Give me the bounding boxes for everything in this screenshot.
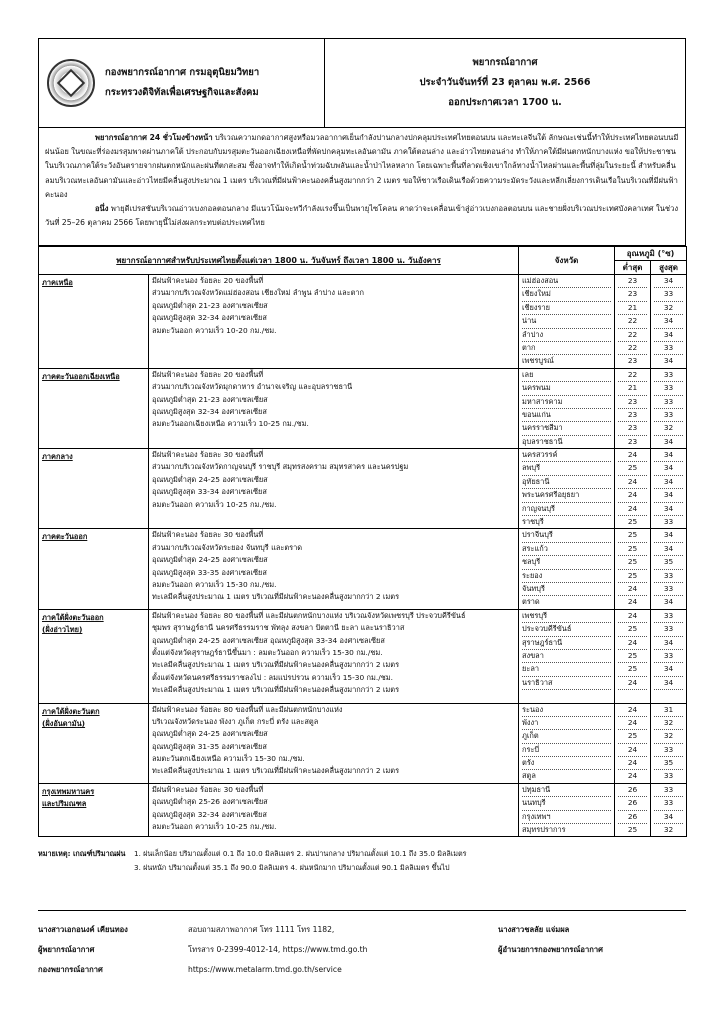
region-detail-line: ส่วนมากบริเวณจังหวัดระยอง จันทบุรี และตราด	[152, 542, 303, 552]
province-name: ตราด	[522, 597, 540, 607]
province-name: สมุทรปราการ	[522, 825, 566, 835]
province-name: สงขลา	[522, 650, 611, 663]
document-header	[38, 38, 686, 128]
narrative-lead-2: อนึ่ง	[95, 204, 109, 214]
region-name	[39, 609, 149, 703]
min-temp: 25	[618, 663, 647, 676]
min-temp: 26	[618, 797, 647, 810]
min-temp: 22	[618, 369, 647, 382]
col-temp-header: อุณหภูมิ (°ซ)	[615, 247, 687, 261]
province-name: มหาสารคาม	[522, 396, 611, 409]
max-temp: 34	[663, 597, 674, 607]
region-details	[149, 703, 519, 783]
min-temp: 23	[618, 396, 647, 409]
director-name: นางสาวชลลัย แจ่มผล	[498, 925, 570, 934]
col-min-header: ต่ำสุด	[615, 261, 651, 275]
narrative-text-2: พายุดีเปรสชันบริเวณอ่าวเบงกอลตอนกลาง มีแนวโน้มจะทวีกำลังแรงขึ้นเป็นพายุไซโคลน คาดว่าจะเคลื่อนเข้าสู่อ่าวเบงกอลตอนบน และชายฝั่งบริเวณประเทศบังคลาเทศ ในช่วงวันที่ 25–26 ตุลาคม 2566 โดยพายุนี้ไม่ส่งผลกระทบต่อประเทศไทย	[45, 204, 679, 228]
min-temp-list	[615, 703, 651, 783]
rain-criteria-note	[38, 847, 686, 875]
max-temp: 34	[654, 529, 683, 542]
max-temp-list	[651, 368, 687, 448]
contact-phone: สอบถามสภาพอากาศ โทร 1111 โทร 1182,	[188, 925, 335, 934]
region-detail-line: อุณหภูมิต่ำสุด 24-25 องศาเซลเซียส	[152, 474, 268, 484]
min-temp-list	[615, 368, 651, 448]
max-temp: 33	[663, 771, 674, 781]
province-name: ลำปาง	[522, 329, 611, 342]
max-temp: 33	[654, 744, 683, 757]
region-name-line: ภาคใต้ฝั่งตะวันตก	[42, 706, 100, 716]
region-detail-line: ทะเลมีคลื่นสูงประมาณ 1 เมตร บริเวณที่มีฝนฟ้าคะนองคลื่นสูงมากกว่า 2 เมตร	[152, 592, 400, 602]
table-title: พยากรณ์อากาศสำหรับประเทศไทยตั้งแต่เวลา 1800 น. วันจันทร์ ถึงเวลา 1800 น. วันอังคาร	[39, 247, 519, 275]
province-name: ลพบุรี	[522, 462, 611, 475]
province-name: ตรัง	[522, 757, 611, 770]
region-name	[39, 783, 149, 837]
min-temp-list	[615, 529, 651, 609]
doc-issue-time: ออกประกาศเวลา 1700 น.	[448, 97, 562, 108]
max-temp-list	[651, 449, 687, 529]
region-detail-line: ตั้งแต่จังหวัดสุราษฎร์ธานีขึ้นมา : ลมตะวันออก ความเร็ว 15-30 กม./ชม.	[152, 647, 383, 657]
max-temp: 33	[654, 583, 683, 596]
min-temp: 25	[618, 570, 647, 583]
province-name: ขอนแก่น	[522, 409, 611, 422]
min-temp: 24	[618, 583, 647, 596]
province-name: ยะลา	[522, 663, 611, 676]
region-detail-line: มีฝนฟ้าคะนอง ร้อยละ 30 ของพื้นที่	[152, 450, 264, 460]
header-left	[39, 39, 325, 127]
max-temp: 35	[654, 556, 683, 569]
max-temp: 33	[654, 650, 683, 663]
province-name: สุราษฎร์ธานี	[522, 637, 611, 650]
region-detail-line: ลมตะวันออก ความเร็ว 10-25 กม./ชม.	[152, 499, 277, 509]
max-temp: 33	[654, 610, 683, 623]
tmd-seal-icon	[47, 59, 95, 107]
max-temp: 33	[663, 517, 674, 527]
province-list	[519, 609, 615, 703]
footer-divider	[38, 910, 686, 911]
max-temp: 33	[654, 409, 683, 422]
region-detail-line: อุณหภูมิสูงสุด 31-35 องศาเซลเซียส	[152, 741, 267, 751]
region-details	[149, 368, 519, 448]
max-temp: 35	[654, 757, 683, 770]
region-detail-line: ชุมพร สุราษฎร์ธานี นครศรีธรรมราช พัทลุง สงขลา ปัตตานี ยะลา และนราธิวาส	[152, 623, 405, 633]
min-temp: 25	[618, 462, 647, 475]
region-detail-line: อุณหภูมิต่ำสุด 21-23 องศาเซลเซียส	[152, 300, 268, 310]
max-temp: 34	[654, 489, 683, 502]
max-temp-list	[651, 783, 687, 837]
col-max-header: สูงสุด	[651, 261, 687, 275]
province-name: ภูเก็ต	[522, 730, 611, 743]
min-temp: 22	[618, 315, 647, 328]
region-details	[149, 609, 519, 703]
region-detail-line: ลมตะวันตกเฉียงเหนือ ความเร็ว 15-30 กม./ชม.	[152, 754, 305, 764]
min-temp: 24	[618, 757, 647, 770]
max-temp: 34	[654, 329, 683, 342]
min-temp: 24	[618, 476, 647, 489]
province-name: กาญจนบุรี	[522, 503, 611, 516]
region-detail-line: ส่วนมากบริเวณจังหวัดมุกดาหาร อำนาจเจริญ และอุบลราชธานี	[152, 382, 353, 392]
region-detail-line: ทะเลมีคลื่นสูงประมาณ 1 เมตร บริเวณที่มีฝนฟ้าคะนองคลื่นสูงมากกว่า 2 เมตร	[152, 685, 400, 695]
province-name: ปราจีนบุรี	[522, 529, 611, 542]
region-detail-line: อุณหภูมิสูงสุด 33-35 องศาเซลเซียส	[152, 567, 267, 577]
region-row	[39, 609, 687, 703]
max-temp: 34	[654, 677, 683, 690]
region-detail-line: อุณหภูมิต่ำสุด 24-25 องศาเซลเซียส	[152, 555, 268, 565]
min-temp: 23	[618, 409, 647, 422]
max-temp-list	[651, 609, 687, 703]
region-detail-line: ลมตะวันออก ความเร็ว 10-20 กม./ชม.	[152, 325, 277, 335]
note-line-1: 1. ฝนเล็กน้อย ปริมาณตั้งแต่ 0.1 ถึง 10.0 มิลลิเมตร 2. ฝนปานกลาง ปริมาณตั้งแต่ 10.1 ถึง 35.0 มิลลิเมตร	[134, 849, 467, 859]
max-temp: 34	[654, 449, 683, 462]
min-temp: 26	[618, 784, 647, 797]
province-list	[519, 368, 615, 448]
province-name: พระนครศรีอยุธยา	[522, 489, 611, 502]
max-temp-list	[651, 275, 687, 369]
max-temp: 33	[654, 396, 683, 409]
province-name: นครราชสีมา	[522, 422, 611, 435]
region-name-line: (ฝั่งอ่าวไทย)	[42, 624, 83, 634]
region-detail-line: ส่วนมากบริเวณจังหวัดแม่ฮ่องสอน เชียงใหม่ ลำพูน ลำปาง และตาก	[152, 288, 365, 298]
region-detail-line: ตั้งแต่จังหวัดนครศรีธรรมราชลงไป : ลมแปรปรวน ความเร็ว 15-30 กม./ชม.	[152, 672, 393, 682]
region-detail-line: มีฝนฟ้าคะนอง ร้อยละ 20 ของพื้นที่	[152, 369, 264, 379]
region-details	[149, 275, 519, 369]
forecast-narrative	[38, 128, 686, 246]
max-temp: 33	[654, 784, 683, 797]
narrative-paragraph-2	[45, 202, 679, 230]
province-name: ระนอง	[522, 704, 611, 717]
min-temp: 24	[618, 503, 647, 516]
province-name: นราธิวาส	[522, 677, 611, 690]
province-name: เชียงราย	[522, 302, 611, 315]
region-detail-line: มีฝนฟ้าคะนอง ร้อยละ 80 ของพื้นที่ และมีฝนตกหนักบางแห่ง บริเวณจังหวัดเพชรบุรี ประจวบคีรีขันธ์	[152, 610, 466, 620]
province-name: ระยอง	[522, 570, 611, 583]
region-detail-line: อุณหภูมิสูงสุด 32-34 องศาเซลเซียส	[152, 809, 267, 819]
region-name	[39, 275, 149, 369]
forecaster-name: นางสาวเอกอนงค์ เคียนทอง	[38, 925, 128, 934]
region-name-line: กรุงเทพมหานคร	[42, 786, 95, 796]
min-temp: 25	[627, 517, 638, 527]
max-temp-list	[651, 529, 687, 609]
max-temp: 34	[654, 503, 683, 516]
max-temp: 32	[654, 422, 683, 435]
max-temp-list	[651, 703, 687, 783]
max-temp: 31	[654, 704, 683, 717]
region-detail-line: อุณหภูมิต่ำสุด 24-25 องศาเซลเซียส อุณหภูมิสูงสุด 33-34 องศาเซลเซียส	[152, 635, 385, 645]
min-temp: 23	[627, 436, 638, 446]
province-name: นครสวรรค์	[522, 449, 611, 462]
region-detail-line: ส่วนมากบริเวณจังหวัดกาญจนบุรี ราชบุรี สมุทรสงคราม สมุทรสาคร และนครปฐม	[152, 462, 409, 472]
province-list	[519, 783, 615, 837]
max-temp: 33	[654, 623, 683, 636]
region-name-line: ภาคใต้ฝั่งตะวันออก	[42, 612, 104, 622]
max-temp: 32	[654, 730, 683, 743]
min-temp	[618, 690, 647, 702]
max-temp: 34	[654, 543, 683, 556]
region-name	[39, 449, 149, 529]
max-temp: 32	[654, 717, 683, 730]
min-temp-list	[615, 275, 651, 369]
min-temp: 24	[618, 637, 647, 650]
min-temp: 23	[627, 356, 638, 366]
province-name: พังงา	[522, 717, 611, 730]
max-temp: 34	[654, 811, 683, 824]
min-temp: 25	[618, 543, 647, 556]
org-line2: กระทรวงดิจิทัลเพื่อเศรษฐกิจและสังคม	[105, 87, 259, 98]
region-detail-line: มีฝนฟ้าคะนอง ร้อยละ 30 ของพื้นที่	[152, 530, 264, 540]
region-name-line: และปริมณฑล	[42, 798, 87, 808]
province-name: กระบี่	[522, 744, 611, 757]
min-temp: 24	[618, 489, 647, 502]
note-line-2: 3. ฝนหนัก ปริมาณตั้งแต่ 35.1 ถึง 90.0 มิลลิเมตร 4. ฝนหนักมาก ปริมาณตั้งแต่ 90.1 มิลลิเมตร ขึ้นไป	[134, 863, 450, 873]
contact-fax-web: โทรสาร 0-2399-4012-14, https://www.tmd.go.th	[188, 945, 368, 954]
min-temp: 22	[618, 342, 647, 355]
min-temp-list	[615, 609, 651, 703]
min-temp-list	[615, 783, 651, 837]
province-list	[519, 529, 615, 609]
province-name: แม่ฮ่องสอน	[522, 275, 611, 288]
region-detail-line: อุณหภูมิต่ำสุด 24-25 องศาเซลเซียส	[152, 729, 268, 739]
min-temp: 24	[618, 610, 647, 623]
min-temp: 21	[618, 302, 647, 315]
max-temp	[654, 690, 683, 702]
min-temp: 24	[627, 597, 638, 607]
doc-title: พยากรณ์อากาศ	[472, 57, 538, 68]
region-detail-line: ทะเลมีคลื่นสูงประมาณ 1 เมตร บริเวณที่มีฝนฟ้าคะนองคลื่นสูงมากกว่า 2 เมตร	[152, 766, 400, 776]
max-temp: 33	[654, 288, 683, 301]
province-list	[519, 449, 615, 529]
min-temp: 25	[627, 825, 638, 835]
forecaster-role: ผู้พยากรณ์อากาศ	[38, 945, 95, 954]
forecaster-dept: กองพยากรณ์อากาศ	[38, 965, 103, 974]
region-detail-line: ลมตะวันออกเฉียงเหนือ ความเร็ว 10-25 กม./ชม.	[152, 419, 309, 429]
max-temp: 34	[654, 476, 683, 489]
region-details	[149, 529, 519, 609]
region-name	[39, 703, 149, 783]
region-name-line: ภาคตะวันออกเฉียงเหนือ	[42, 371, 120, 381]
col-province-header: จังหวัด	[519, 247, 615, 275]
max-temp: 34	[654, 315, 683, 328]
narrative-lead-1: พยากรณ์อากาศ 24 ชั่วโมงข้างหน้า	[95, 133, 213, 142]
max-temp: 34	[663, 436, 674, 446]
province-name: นนทบุรี	[522, 797, 611, 810]
min-temp: 25	[618, 529, 647, 542]
min-temp: 23	[618, 288, 647, 301]
contact-service-link[interactable]: https://www.metalarm.tmd.go.th/service	[188, 965, 342, 974]
province-name	[522, 690, 611, 702]
region-row	[39, 703, 687, 783]
min-temp: 24	[618, 449, 647, 462]
max-temp: 32	[654, 302, 683, 315]
document-footer	[38, 920, 686, 980]
province-name: ประจวบคีรีขันธ์	[522, 623, 611, 636]
region-name-line: ภาคกลาง	[42, 452, 73, 462]
min-temp: 24	[618, 704, 647, 717]
min-temp: 24	[618, 717, 647, 730]
region-details	[149, 449, 519, 529]
province-name: เพชรบูรณ์	[522, 356, 554, 366]
doc-date: ประจำวันจันทร์ที่ 23 ตุลาคม พ.ศ. 2566	[419, 77, 591, 88]
max-temp: 33	[654, 369, 683, 382]
max-temp: 33	[654, 342, 683, 355]
min-temp: 22	[618, 329, 647, 342]
min-temp: 25	[618, 650, 647, 663]
min-temp-list	[615, 449, 651, 529]
province-list	[519, 703, 615, 783]
province-list	[519, 275, 615, 369]
regional-forecast-table	[38, 246, 687, 837]
region-detail-line: มีฝนฟ้าคะนอง ร้อยละ 30 ของพื้นที่	[152, 784, 264, 794]
max-temp: 34	[654, 637, 683, 650]
region-detail-line: อุณหภูมิสูงสุด 33-34 องศาเซลเซียส	[152, 487, 267, 497]
province-name: ปทุมธานี	[522, 784, 611, 797]
region-name-line: ภาคเหนือ	[42, 278, 73, 287]
region-row	[39, 529, 687, 609]
region-detail-line: มีฝนฟ้าคะนอง ร้อยละ 20 ของพื้นที่	[152, 276, 264, 285]
province-name: ตาก	[522, 342, 611, 355]
max-temp: 34	[663, 356, 674, 366]
min-temp: 24	[618, 677, 647, 690]
region-row	[39, 449, 687, 529]
province-name: อุทัยธานี	[522, 476, 611, 489]
region-detail-line: ลมตะวันออก ความเร็ว 15-30 กม./ชม.	[152, 579, 277, 589]
min-temp: 23	[618, 422, 647, 435]
org-line1: กองพยากรณ์อากาศ กรมอุตุนิยมวิทยา	[105, 67, 260, 78]
province-name: นครพนม	[522, 382, 611, 395]
min-temp: 26	[618, 811, 647, 824]
region-detail-line: ลมตะวันออก ความเร็ว 10-25 กม./ชม.	[152, 822, 277, 832]
province-name: สตูล	[522, 771, 536, 781]
min-temp: 24	[627, 771, 638, 781]
region-detail-line: อุณหภูมิสูงสุด 32-34 องศาเซลเซียส	[152, 313, 267, 323]
region-row	[39, 275, 687, 369]
province-name: สระแก้ว	[522, 543, 611, 556]
narrative-paragraph-1	[45, 131, 679, 202]
max-temp: 34	[654, 663, 683, 676]
narrative-text-1: บริเวณความกดอากาศสูงหรือมวลอากาศเย็นกำลังปานกลางปกคลุมประเทศไทยตอนบน และทะเลจีนใต้ ลักษณะเช่นนี้ทำให้ประเทศไทยตอนบนมีฝนน้อย ในขณะที่ร่องมรสุมพาดผ่านภาคใต้ ประกอบกับมรสุมตะวันออกเฉียงเหนือที่พัดปกคลุมทะเลอันดามัน ภาคใต้ตอนล่าง และอ่าวไทยตอนล่าง ทำให้ภาคใต้มีฝนตกหนักบางแห่ง ขอให้ประชาชนในบริเวณภาคใต้ระวังอันตรายจากฝนตกหนักและฝนที่ตกสะสม ซึ่งอาจทำให้เกิดน้ำท่วมฉับพลันและน้ำป่าไหลหลาก โดยเฉพาะพื้นที่ลาดเชิงเขาใกล้ทางน้ำไหลผ่านและพื้นที่ลุ่มในระยะนี้ สำหรับคลื่นลมบริเวณทะเลอันดามันและอ่าวไทยมีคลื่นสูงประมาณ 1 เมตร บริเวณที่มีฝนฟ้าคะนองคลื่นสูงมากกว่า 2 เมตร ขอให้ชาวเรือเดินเรือด้วยความระมัดระวังและหลีกเลี่ยงการเดินเรือในบริเวณที่มีฝนฟ้าคะนอง	[45, 133, 679, 199]
max-temp: 34	[654, 275, 683, 288]
min-temp: 25	[618, 730, 647, 743]
province-name: ชลบุรี	[522, 556, 611, 569]
region-name-line: (ฝั่งอันดามัน)	[42, 718, 86, 728]
region-detail-line: บริเวณจังหวัดระนอง พังงา ภูเก็ต กระบี่ ตรัง และสตูล	[152, 716, 319, 726]
region-name	[39, 529, 149, 609]
max-temp: 34	[654, 462, 683, 475]
province-name: กรุงเทพฯ	[522, 811, 611, 824]
region-name-line: ภาคตะวันออก	[42, 532, 88, 542]
region-detail-line: อุณหภูมิสูงสุด 32-34 องศาเซลเซียส	[152, 406, 267, 416]
province-name: อุบลราชธานี	[522, 436, 563, 446]
province-name: จันทบุรี	[522, 583, 611, 596]
province-name: น่าน	[522, 315, 611, 328]
max-temp: 33	[654, 382, 683, 395]
region-name	[39, 368, 149, 448]
header-right	[325, 39, 685, 127]
region-details	[149, 783, 519, 837]
min-temp: 23	[618, 275, 647, 288]
region-detail-line: อุณหภูมิต่ำสุด 21-23 องศาเซลเซียส	[152, 394, 268, 404]
max-temp: 33	[654, 570, 683, 583]
min-temp: 25	[618, 623, 647, 636]
forecast-document	[38, 38, 686, 875]
director-role: ผู้อำนวยการกองพยากรณ์อากาศ	[498, 945, 603, 954]
region-detail-line: อุณหภูมิต่ำสุด 25-26 องศาเซลเซียส	[152, 797, 268, 807]
region-detail-line: ทะเลมีคลื่นสูงประมาณ 1 เมตร บริเวณที่มีฝนฟ้าคะนองคลื่นสูงมากกว่า 2 เมตร	[152, 660, 400, 670]
province-name: เลย	[522, 369, 611, 382]
min-temp: 21	[618, 382, 647, 395]
province-name: ราชบุรี	[522, 517, 544, 527]
note-label: หมายเหตุ: เกณฑ์ปริมาณฝน	[38, 849, 126, 859]
region-detail-line: มีฝนฟ้าคะนอง ร้อยละ 80 ของพื้นที่ และมีฝนตกหนักบางแห่ง	[152, 704, 343, 714]
max-temp: 32	[663, 825, 674, 835]
min-temp: 25	[618, 556, 647, 569]
region-row	[39, 783, 687, 837]
min-temp: 24	[618, 744, 647, 757]
province-name: เชียงใหม่	[522, 288, 611, 301]
max-temp: 33	[654, 797, 683, 810]
region-row	[39, 368, 687, 448]
province-name: เพชรบุรี	[522, 610, 611, 623]
